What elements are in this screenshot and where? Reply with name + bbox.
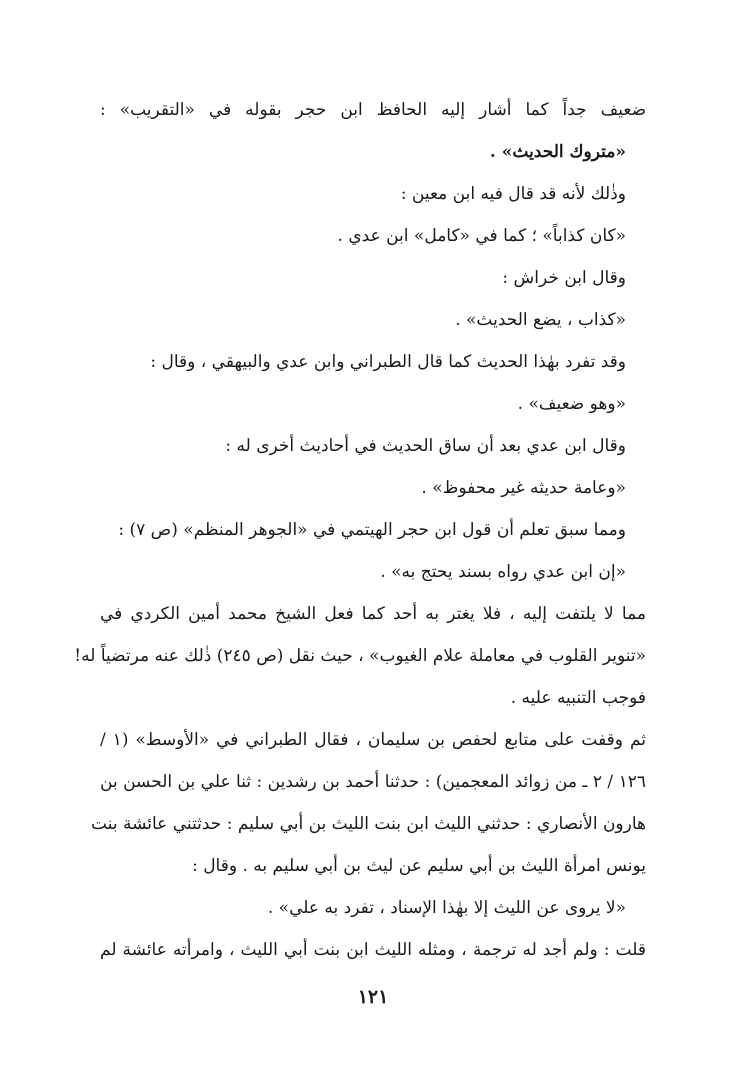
text-line: قلت : ولم أجد له ترجمة ، ومثله الليث ابن بنت أبي الليث ، وامرأته عائشة لم [100, 940, 646, 960]
book-page [74, 88, 646, 1028]
text-line: وقد تفرد بهٰذا الحديث كما قال الطبراني وابن عدي والبيهقي ، وقال : [150, 352, 626, 372]
text-line: وقال ابن عدي بعد أن ساق الحديث في أحاديث أخرى له : [225, 436, 626, 456]
quote-line: «إن ابن عدي رواه بسند يحتج به» . [380, 562, 626, 582]
page-number: ١٢١ [357, 986, 389, 1008]
text-line: وقال ابن خراش : [502, 268, 626, 288]
quote-line: «كذاب ، يضع الحديث» . [455, 310, 626, 330]
text-line: ١٢٦ / ٢ ـ من زوائد المعجمين) : حدثنا أحمد بن رشدين : ثنا علي بن الحسن بن [100, 772, 646, 792]
text-line: ثم وقفت على متابع لحفص بن سليمان ، فقال الطبراني في «الأوسط» (١ / [100, 730, 646, 750]
text-line: هارون الأنصاري : حدثني الليث ابن بنت الليث بن أبي سليم : حدثتني عائشة بنت [91, 814, 646, 834]
quote-line: «لا يروى عن الليث إلا بهٰذا الإسناد ، تفرد به علي» . [267, 898, 626, 918]
text-line: ضعيف جداً كما أشار إليه الحافظ ابن حجر بقوله في «التقريب» : [100, 100, 646, 120]
text-line: مما لا يلتفت إليه ، فلا يغتر به أحد كما فعل الشيخ محمد أمين الكردي في [100, 604, 646, 624]
quote-line: «وعامة حديثه غير محفوظ» . [421, 478, 626, 498]
quote-line: «وهو ضعيف» . [517, 394, 626, 414]
text-line: ومما سبق تعلم أن قول ابن حجر الهيتمي في «الجوهر المنظم» (ص ٧) : [118, 520, 626, 540]
text-line: وذٰلك لأنه قد قال فيه ابن معين : [400, 184, 626, 204]
text-line: «تنوير القلوب في معاملة علام الغيوب» ، حيث نقل (ص ٢٤٥) ذٰلك عنه مرتضياً له! [74, 646, 646, 666]
text-line: فوجب التنبيه عليه . [510, 688, 646, 708]
quote-line: «متروك الحديث» . [489, 142, 626, 162]
quote-line: «كان كذاباً» ؛ كما في «كامل» ابن عدي . [337, 226, 626, 246]
text-line: يونس امرأة الليث بن أبي سليم عن ليث بن أبي سليم به . وقال : [192, 856, 646, 876]
